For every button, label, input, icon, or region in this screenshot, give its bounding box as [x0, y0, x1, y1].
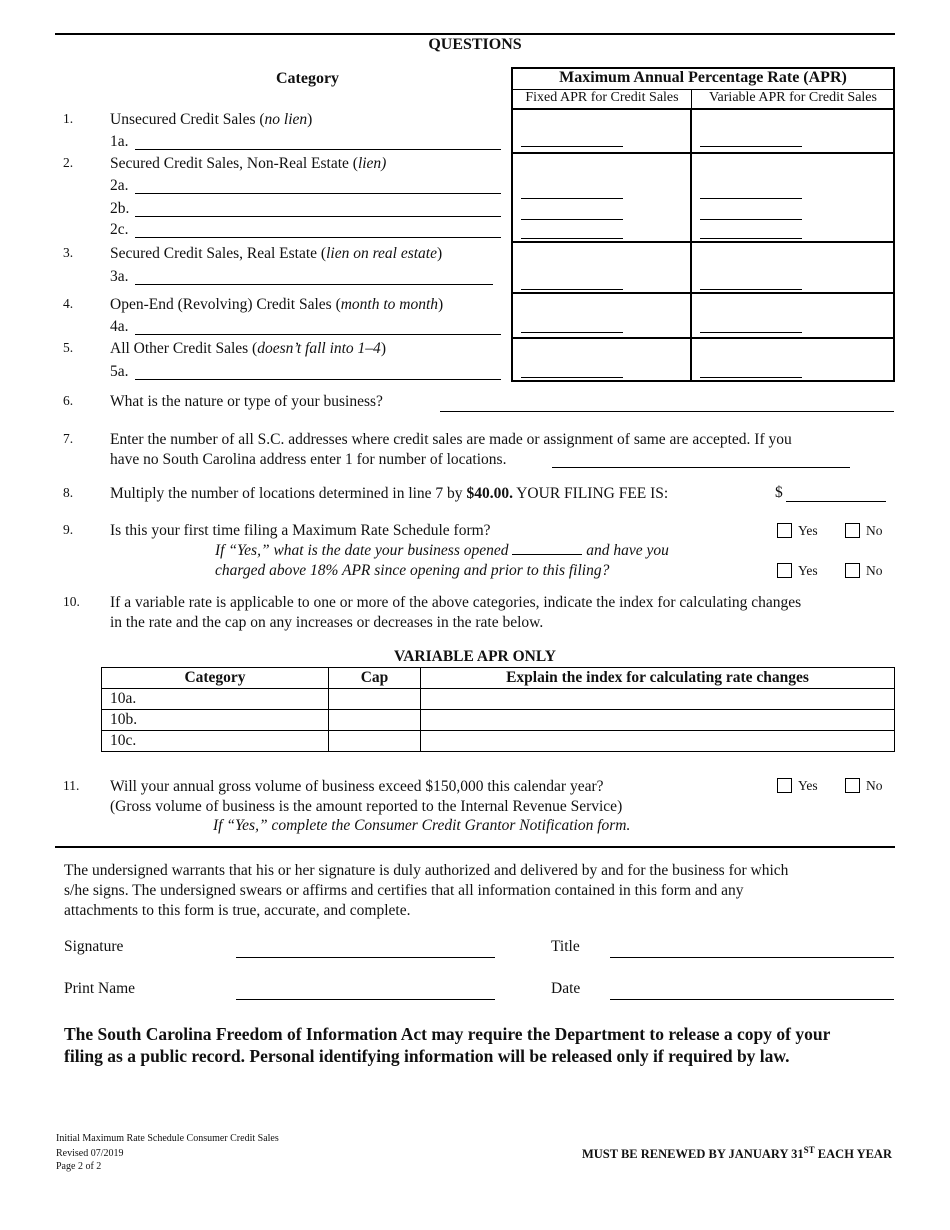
question-number: 10.	[63, 594, 80, 609]
sub-label: 1a.	[110, 133, 129, 150]
date-label: Date	[551, 980, 581, 997]
question-8-text: Multiply the number of locations determined in line 7 by $40.00. YOUR FILING FEE IS:	[110, 485, 669, 502]
question-number: 2.	[63, 155, 74, 170]
question-5-text: All Other Credit Sales (doesn’t fall into 1–4)	[110, 340, 386, 357]
business-type-field[interactable]	[440, 411, 894, 412]
q11-yes-checkbox[interactable]	[777, 778, 792, 793]
table-row	[102, 731, 895, 752]
q9b-no-checkbox[interactable]	[845, 563, 860, 578]
category-4a-field[interactable]	[135, 334, 501, 335]
category-1a-field[interactable]	[135, 149, 501, 150]
fixed-apr-5a[interactable]	[521, 377, 623, 378]
apr-header: Maximum Annual Percentage Rate (APR)	[559, 69, 847, 86]
question-10-line2: in the rate and the cap on any increases or decreases in the rate below.	[110, 614, 544, 631]
checkbox-label: Yes	[798, 563, 818, 578]
question-4-text: Open-End (Revolving) Credit Sales (month to month)	[110, 296, 444, 313]
apr-group-5	[511, 337, 895, 382]
certification-line2: s/he signs. The undersigned swears or affirms and certifies that all information contained in this form and any	[64, 882, 744, 899]
q9-no-checkbox[interactable]	[845, 523, 860, 538]
question-number: 6.	[63, 393, 74, 408]
category-2b-field[interactable]	[135, 216, 501, 217]
question-1-text: Unsecured Credit Sales (no lien)	[110, 111, 313, 128]
question-11-line2: (Gross volume of business is the amount reported to the Internal Revenue Service)	[110, 798, 623, 815]
question-7-line1: Enter the number of all S.C. addresses where credit sales are made or assignment of same are accepted. If you	[110, 431, 792, 448]
top-rule	[55, 33, 895, 35]
title-field[interactable]	[610, 957, 894, 958]
variable-apr-2b[interactable]	[700, 219, 802, 220]
row-label: 10c.	[102, 731, 329, 752]
category-3a-field[interactable]	[135, 284, 493, 285]
question-number: 1.	[63, 111, 74, 126]
footer-form-name: Initial Maximum Rate Schedule Consumer Credit Sales	[56, 1133, 279, 1144]
certification-line1: The undersigned warrants that his or her signature is duly authorized and delivered by and for the business for which	[64, 862, 789, 879]
page-title: QUESTIONS	[428, 36, 522, 53]
question-number: 8.	[63, 485, 74, 500]
checkbox-label: Yes	[798, 778, 818, 793]
foia-line2: filing as a public record. Personal identifying information will be released only if required by law.	[64, 1046, 790, 1066]
category-header: Category	[275, 70, 340, 87]
question-number: 7.	[63, 431, 74, 446]
apr-header-col-divider	[691, 89, 692, 109]
question-7-line2: have no South Carolina address enter 1 for number of locations.	[110, 451, 507, 468]
index-cell[interactable]	[421, 710, 895, 731]
index-cell[interactable]	[421, 731, 895, 752]
question-6-text: What is the nature or type of your business?	[110, 393, 383, 410]
sub-label: 2c.	[110, 221, 129, 238]
print-name-field[interactable]	[236, 999, 495, 1000]
question-10-line1: If a variable rate is applicable to one or more of the above categories, indicate the index for calculating changes	[110, 594, 802, 611]
q9-yes-checkbox[interactable]	[777, 523, 792, 538]
variable-apr-table	[101, 667, 895, 752]
question-11-line1: Will your annual gross volume of business exceed $150,000 this calendar year?	[110, 778, 604, 795]
category-5a-field[interactable]	[135, 379, 501, 380]
certification-line3: attachments to this form is true, accurate, and complete.	[64, 902, 411, 919]
variable-table-title: VARIABLE APR ONLY	[394, 648, 556, 665]
cap-cell[interactable]	[329, 731, 421, 752]
table-row	[102, 710, 895, 731]
fixed-apr-2a[interactable]	[521, 198, 623, 199]
variable-apr-4a[interactable]	[700, 332, 802, 333]
signature-label: Signature	[64, 938, 124, 955]
fixed-apr-2c[interactable]	[521, 238, 623, 239]
question-number: 3.	[63, 245, 74, 260]
sub-label: 5a.	[110, 363, 129, 380]
question-9-sub-line2: charged above 18% APR since opening and prior to this filing?	[215, 562, 610, 579]
variable-apr-3a[interactable]	[700, 289, 802, 290]
variable-apr-1a[interactable]	[700, 146, 802, 147]
table-header: Category	[102, 668, 329, 689]
apr-group-3	[511, 241, 895, 294]
question-11-line3: If “Yes,” complete the Consumer Credit Grantor Notification form.	[213, 817, 631, 834]
question-3-text: Secured Credit Sales, Real Estate (lien on real estate)	[110, 245, 443, 262]
question-number: 9.	[63, 522, 74, 537]
variable-apr-5a[interactable]	[700, 377, 802, 378]
open-date-field[interactable]	[512, 542, 582, 555]
category-2a-field[interactable]	[135, 193, 501, 194]
fixed-header: Fixed APR for Credit Sales	[525, 90, 679, 105]
table-header: Cap	[329, 668, 421, 689]
section-rule	[55, 846, 895, 848]
date-field[interactable]	[610, 999, 894, 1000]
variable-header: Variable APR for Credit Sales	[709, 90, 877, 105]
question-9-text: Is this your first time filing a Maximum Rate Schedule form?	[110, 522, 491, 539]
foia-line1: The South Carolina Freedom of Information Act may require the Department to release a copy of your	[64, 1024, 831, 1044]
sub-label: 3a.	[110, 268, 129, 285]
cap-cell[interactable]	[329, 710, 421, 731]
renewal-notice: MUST BE RENEWED BY JANUARY 31ST EACH YEAR	[581, 1145, 892, 1162]
fixed-apr-2b[interactable]	[521, 219, 623, 220]
question-number: 5.	[63, 340, 74, 355]
variable-apr-2c[interactable]	[700, 238, 802, 239]
question-2-text: Secured Credit Sales, Non-Real Estate (lien)	[110, 155, 387, 172]
category-2c-field[interactable]	[135, 237, 501, 238]
filing-fee-field[interactable]	[786, 501, 886, 502]
table-row	[102, 689, 895, 710]
question-number: 4.	[63, 296, 74, 311]
dollar-sign: $	[775, 484, 783, 501]
apr-col-divider	[690, 108, 692, 382]
row-label: 10a.	[102, 689, 329, 710]
locations-count-field[interactable]	[552, 467, 850, 468]
table-header: Explain the index for calculating rate changes	[421, 668, 895, 689]
sub-label: 2b.	[110, 200, 130, 217]
checkbox-label: No	[866, 523, 883, 538]
sub-label: 2a.	[110, 177, 129, 194]
fixed-apr-4a[interactable]	[521, 332, 623, 333]
footer-revised: Revised 07/2019	[56, 1148, 124, 1159]
cap-cell[interactable]	[329, 689, 421, 710]
sub-label: 4a.	[110, 318, 129, 335]
print-name-label: Print Name	[64, 980, 136, 997]
index-cell[interactable]	[421, 689, 895, 710]
title-label: Title	[551, 938, 580, 955]
question-number: 11.	[63, 778, 80, 793]
question-9-sub-line1: If “Yes,” what is the date your business opened and have you	[215, 542, 669, 559]
fixed-apr-1a[interactable]	[521, 146, 623, 147]
q9b-yes-checkbox[interactable]	[777, 563, 792, 578]
signature-field[interactable]	[236, 957, 495, 958]
checkbox-label: Yes	[798, 523, 818, 538]
row-label: 10b.	[102, 710, 329, 731]
q11-no-checkbox[interactable]	[845, 778, 860, 793]
checkbox-label: No	[866, 563, 883, 578]
variable-apr-2a[interactable]	[700, 198, 802, 199]
apr-group-1	[511, 108, 895, 154]
fixed-apr-3a[interactable]	[521, 289, 623, 290]
checkbox-label: No	[866, 778, 883, 793]
footer-page: Page 2 of 2	[56, 1161, 102, 1172]
